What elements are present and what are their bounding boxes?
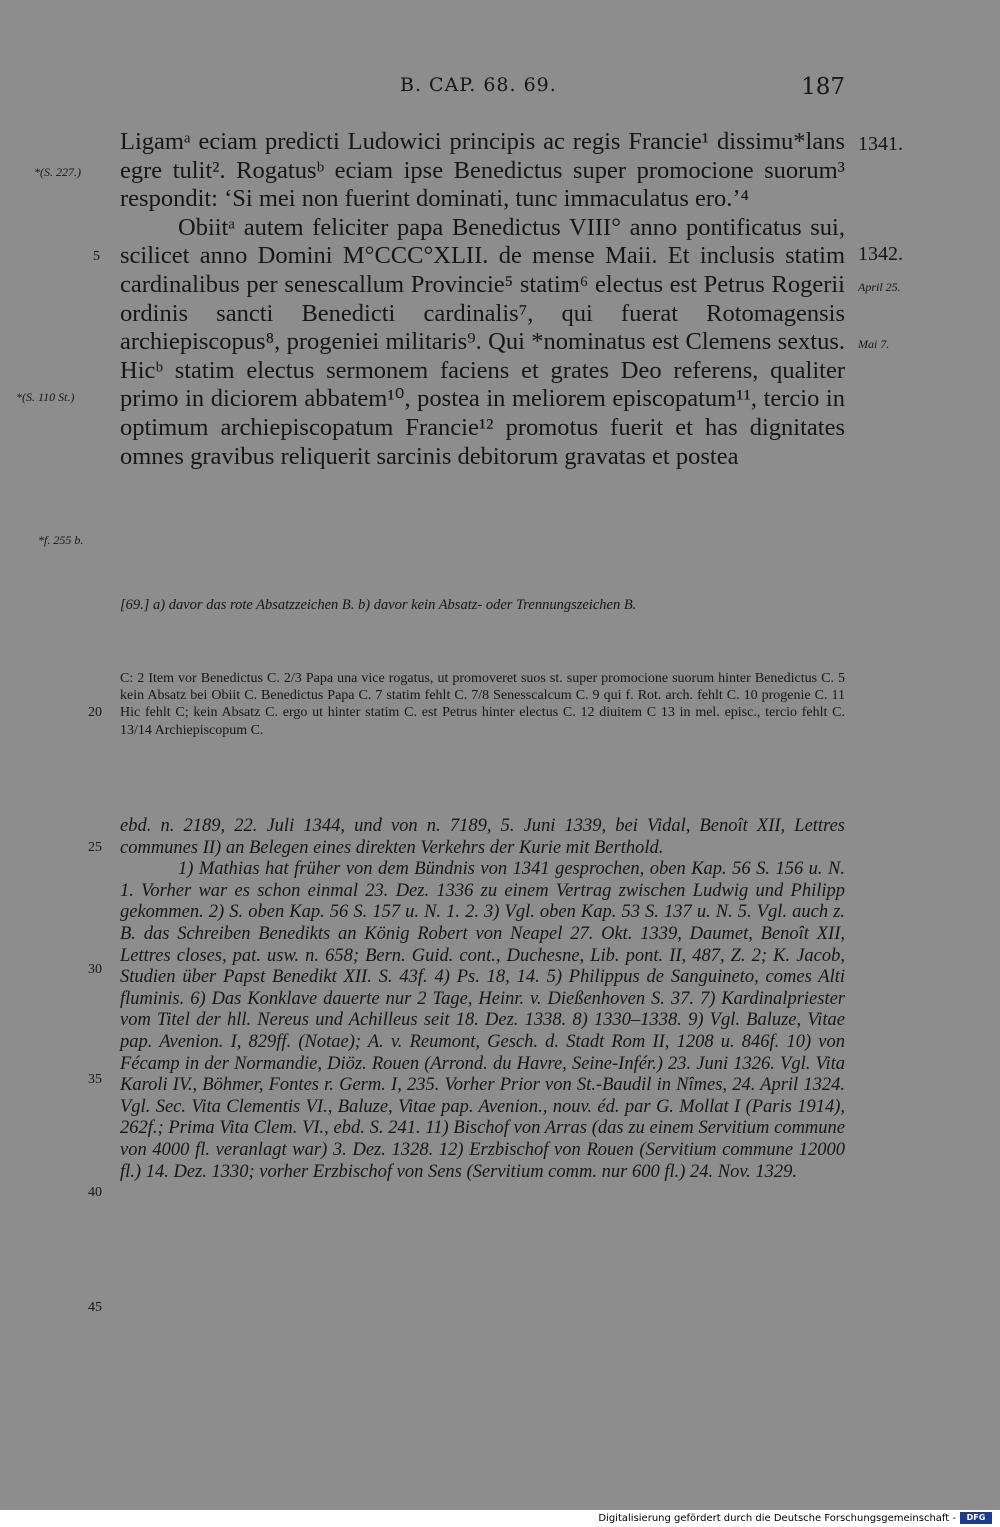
page-number: 187 (801, 74, 845, 100)
line-number: 20 (88, 705, 102, 720)
line-number: 35 (88, 1072, 102, 1087)
line-number: 45 (88, 1300, 102, 1315)
variant-readings (120, 670, 845, 739)
apparatus-notes (120, 597, 845, 615)
margin-date: April 25. (858, 280, 901, 294)
footer (0, 1510, 1000, 1527)
margin-year: 1341. (858, 133, 903, 155)
margin-date: Mai 7. (858, 337, 890, 351)
variants-text: C: 2 Item vor Benedictus C. 2/3 Papa una vice rogatus, ut promoveret suos st. super promocione suorum hinter Benedictus C. 5 kein Absatz bei Obiit C. Benedictus Papa C. 7 statim fehlt C. 7/8 Senesscalcum C. 9 qui f. Rot. arch. fehlt C. 10 progenie C. 11 Hic fehlt C; kein Absatz C. ergo ut hinter statim C. est Petrus hinter electus C. 12 diuitem C 13 in mel. episc., tercio fehlt C. 13/14 Archiepiscopum C. (120, 671, 845, 738)
page-header (120, 74, 845, 104)
commentary-footnotes (120, 816, 845, 1183)
margin-ref: *f. 255 b. (38, 533, 84, 547)
apparatus-text: [69.] a) davor das rote Absatzzeichen B. b) davor kein Absatz- oder Trennungszeichen B. (120, 597, 637, 613)
line-number: 25 (88, 840, 102, 855)
margin-ref: *(S. 227.) (34, 165, 81, 179)
paragraph: Ligamᵃ eciam predicti Ludowici principis ac regis Francie¹ dissimu*lans egre tulit². Rogatusᵇ eciam ipse Benedictus super promocione suorum³ respondit: ‘Si mei non fuerint dominati, tunc immaculatus ero.’⁴ (120, 128, 845, 213)
margin-ref: *(S. 110 St.) (16, 390, 75, 404)
line-number: 40 (88, 1185, 102, 1200)
footer-text: Digitalisierung gefördert durch die Deutsche Forschungsgemeinschaft - (598, 1513, 956, 1524)
running-title: B. CAP. 68. 69. (400, 74, 557, 96)
line-number: 5 (93, 249, 100, 264)
line-number: 30 (88, 962, 102, 977)
commentary-notes: 1) Mathias hat früher von dem Bündnis von 1341 gesprochen, oben Kap. 56 S. 156 u. N. 1. Vorher war es schon einmal 23. Dez. 1336 zu einem Vertrag zwischen Ludwig und Philipp gekommen. 2) S. oben Kap. 56 S. 157 u. N. 1. 2. 3) Vgl. oben Kap. 53 S. 137 u. N. 5. Vgl. auch z. B. das Schreiben Benedikts an König Robert von Neapel 27. Okt. 1339, Daumet, Benoît XII, Lettres closes, pat. usw. n. 658; Bern. Guid. cont., Duchesne, Lib. pont. II, 487, Z. 2; K. Jacob, Studien über Papst Benedikt XII. S. 43f. 4) Ps. 18, 14. 5) Philippus de Sanguineto, comes Alti fluminis. 6) Das Konklave dauerte nur 2 Tage, Heinr. v. Dießenhoven S. 37. 7) Kardinalpriester vom Titel der hll. Nereus und Achilleus seit 18. Dez. 1338. 8) 1330–1338. 9) Vgl. Baluze, Vitae pap. Avenion. I, 829ff. (Notae); A. v. Reumont, Gesch. d. Stadt Rom II, 1208 u. 846f. 10) von Fécamp in der Normandie, Diöz. Rouen (Arrond. du Havre, Seine-Infér.) 23. Juni 1326. Vgl. Vita Karoli IV., Böhmer, Fontes r. Germ. I, 235. Vorher Prior von St.-Baudil in Nîmes, 24. April 1324. Vgl. Sec. Vita Clementis VI., Baluze, Vitae pap. Avenion., nouv. éd. par G. Mollat I (Paris 1914), 262f.; Prima Vita Clem. VI., ebd. S. 241. 11) Bischof von Arras (das zu einem Servitium commune von 4000 fl. veranlagt war) 3. Dez. 1328. 12) Erzbischof von Rouen (Servitium commune 12000 fl.) 14. Dez. 1330; vorher Erzbischof von Sens (Servitium comm. nur 600 fl.) 24. Nov. 1329. (120, 859, 845, 1182)
dfg-logo: DFG (960, 1512, 992, 1524)
commentary-continuation: ebd. n. 2189, 22. Juli 1344, und von n. 7189, 5. Juni 1339, bei Vidal, Benoît XII, Lettres communes II) an Belegen eines direkten Verkehrs der Kurie mit Berthold. (120, 816, 845, 858)
margin-year: 1342. (858, 243, 903, 265)
main-text (120, 128, 845, 471)
paragraph: Obiitᵃ autem feliciter papa Benedictus VIII° anno pontificatus sui, scilicet anno Domini M°CCC°XLII. de mense Maii. Et inclusis statim cardinalibus per senescallum Provincie⁵ statim⁶ electus est Petrus Rogerii ordinis sancti Benedicti cardinalis⁷, qui fuerat Rotomagensis archiepiscopus⁸, progeniei militaris⁹. Qui *nominatus est Clemens sextus. Hicᵇ statim electus sermonem faciens et grates Deo referens, qualiter primo in diciorem abbatem¹⁰, postea in meliorem episcopatum¹¹, tercio in optimum archiepiscopatum Francie¹² promotus fuerit et has dignitates omnes gravibus reliquerit sarcinis debitorum gravatas et postea (120, 213, 845, 470)
